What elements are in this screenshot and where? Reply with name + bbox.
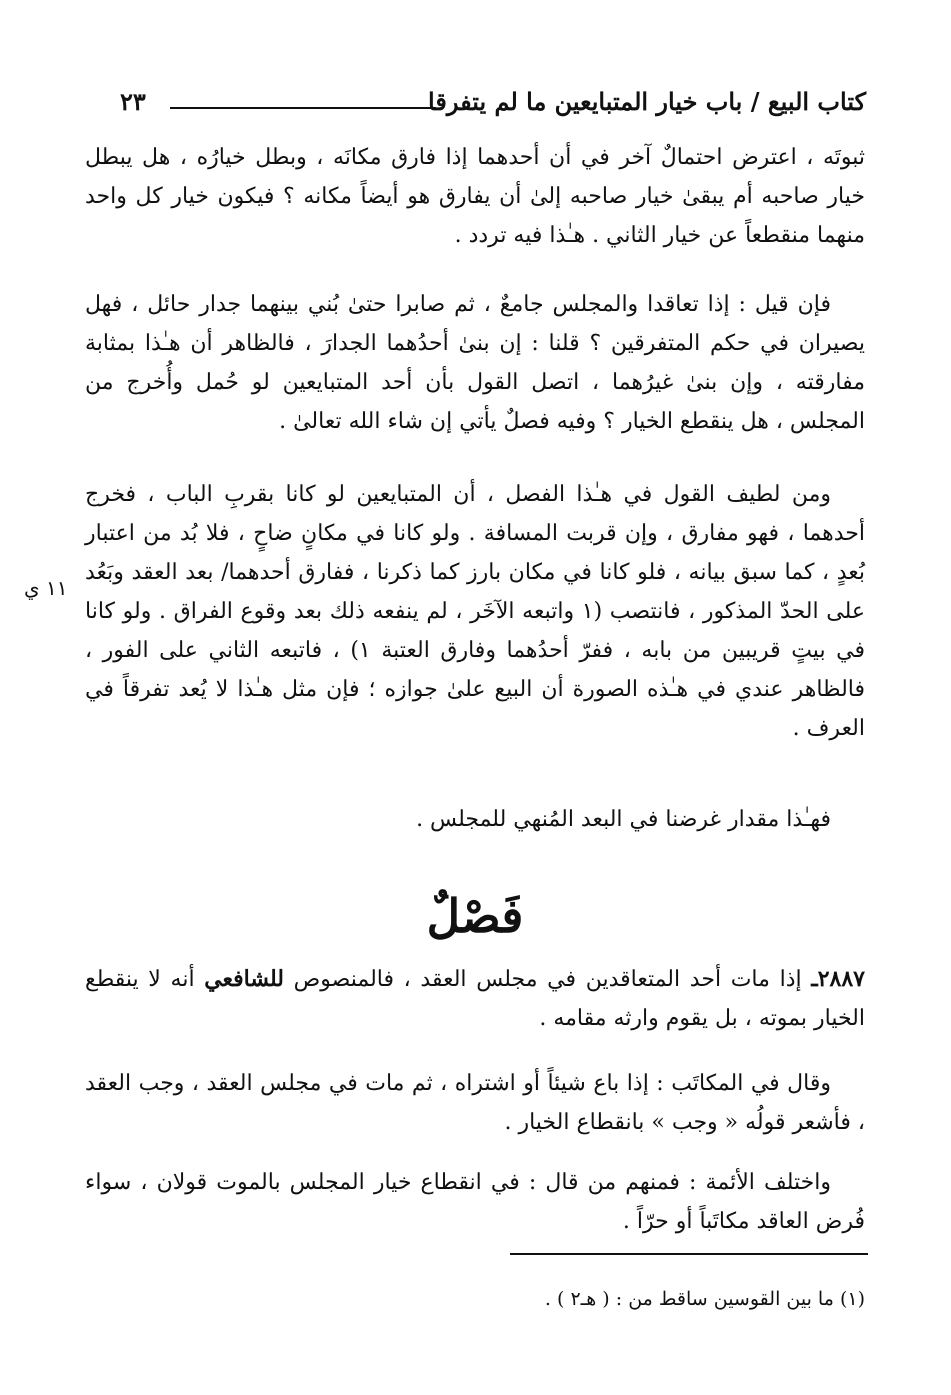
- footnote-marker: (١): [839, 1288, 865, 1310]
- paragraph-4: [85, 800, 865, 840]
- margin-manuscript-note: ١١ ي: [24, 576, 68, 600]
- paragraph-content: فإن قيل : إذا تعاقدا والمجلس جامعٌ ، ثم صابرا حتىٰ بُني بينهما جدار حائل ، فهل يصيران في حكم المتفرقين ؟ قلنا : إن بنىٰ أحدُهما الجدارَ ، فالظاهر أن هـٰذا بمثابة مفارقته ، وإن بنىٰ غيرُهما ، اتصل القول بأن أحد المتبايعين لو حُمل وأُخرج من المجلس ، هل ينقطع الخيار ؟ وفيه فصلٌ يأتي إن شاء الله تعالىٰ .: [85, 292, 865, 434]
- paragraph-3: [85, 475, 865, 775]
- footnote-divider: [510, 1253, 868, 1255]
- issue-number: ٢٨٨٧ـ: [811, 966, 865, 992]
- section-title-fasl: فَصْلٌ: [426, 889, 524, 943]
- paragraph-6: [85, 1064, 865, 1144]
- header-rule: [170, 107, 436, 109]
- highlighted-name: للشافعي: [204, 966, 285, 992]
- paragraph-content: ومن لطيف القول في هـٰذا الفصل ، أن المتبايعين لو كانا بقربِ الباب ، فخرج أحدهما ، فهو مفارق ، وإن قربت المسافة . ولو كانا في مكانٍ ضاحٍ ، فلا بُد من اعتبار بُعدٍ ، كما سبق بيانه ، فلو كانا في مكان بارز كما ذكرنا ، ففارق أحدهما/ بعد العقد وبَعُد على الحدّ المذكور ، فانتصب (١ واتبعه الآخَر ، لم ينفعه ذلك بعد وقوع الفراق . ولو كانا في بيتٍ قريبين من بابه ، ففرّ أحدُهما وفارق العتبة ١) ، فاتبعه الثاني على الفور ، فالظاهر عندي في هـٰذه الصورة أن البيع علىٰ جوازه ؛ فإن مثل هـٰذا لا يُعد تفرقاً في العرف .: [85, 482, 865, 741]
- paragraph-content-start: إذا مات أحد المتعاقدين في مجلس العقد ، فالمنصوص: [284, 967, 802, 992]
- paragraph-content: فهـٰذا مقدار غرضنا في البعد المُنهي للمجلس .: [416, 807, 831, 832]
- paragraph-text: [85, 475, 865, 748]
- paragraph-2: [85, 285, 865, 455]
- paragraph-content: وقال في المكاتَب : إذا باع شيئاً أو اشتراه ، ثم مات في مجلس العقد ، وجب العقد ، فأشعر قولُه « وجب » بانقطاع الخيار .: [85, 1071, 865, 1135]
- paragraph-text: [85, 1064, 865, 1142]
- paragraph-1: [85, 138, 865, 268]
- paragraph-text: [85, 800, 865, 839]
- paragraph-7: [85, 1163, 865, 1243]
- paragraph-text: [85, 960, 865, 1038]
- paragraph-content: واختلف الأئمة : فمنهم من قال : في انقطاع خيار المجلس بالموت قولان ، سواء فُرض العاقد مكاتَباً أو حرّاً .: [85, 1170, 865, 1234]
- page-number: ٢٣: [120, 87, 146, 116]
- page-header: [110, 82, 866, 122]
- paragraph-text: [85, 285, 865, 441]
- paragraph-text: [85, 1163, 865, 1241]
- header-title: كتاب البيع / باب خيار المتبايعين ما لم يتفرقا: [428, 87, 866, 116]
- paragraph-5: [85, 960, 865, 1040]
- footnote-text: ما بين القوسين ساقط من : ( هـ٢ ) .: [544, 1288, 834, 1310]
- paragraph-content-end: أنه لا ينقطع الخيار بموته ، بل يقوم وارثه مقامه .: [85, 967, 865, 1031]
- paragraph-text: ثبوتَه ، اعترض احتمالٌ آخر في أن أحدهما إذا فارق مكانَه ، وبطل خيارُه ، هل يبطل خيار صاحبه أم يبقىٰ خيار صاحبه إلىٰ أن يفارق هو أيضاً مكانه ؟ فيكون خيار كل واحد منهما منقطعاً عن خيار الثاني . هـٰذا فيه تردد .: [85, 145, 865, 248]
- footnote: [365, 1282, 865, 1316]
